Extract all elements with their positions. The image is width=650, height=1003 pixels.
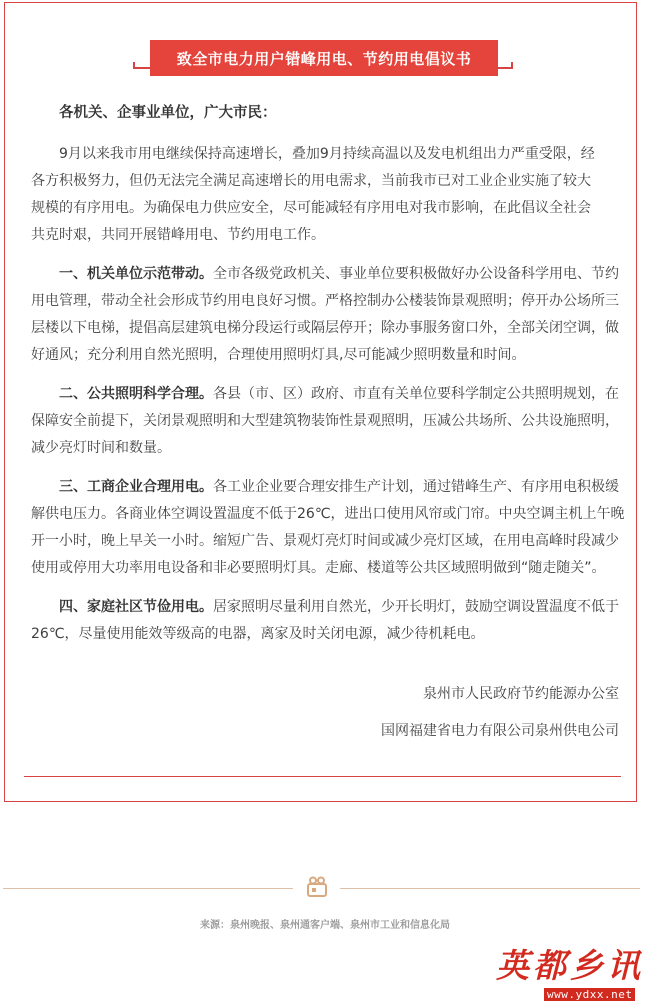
section-lead: 一、机关单位示范带动。 [59,266,213,282]
footer-divider [340,888,640,889]
watermark-logo: 英都乡讯 [496,946,644,985]
frame-bottom-rule [24,776,621,777]
section-paragraph [31,261,627,369]
signature-line: 泉州市人民政府节约能源办公室 [423,686,619,702]
film-icon [305,876,329,898]
source-credit: 来源：泉州晚报、泉州通客户端、泉州市工业和信息化局 [200,920,450,931]
section-lead: 三、工商企业合理用电。 [59,479,213,495]
section-lead: 二、公共照明科学合理。 [59,386,213,402]
section-text: 居家照明尽量利用自然光，少开长明灯，鼓励空调设置温度不低于26℃，尽量使用能效等级高的电器，离家及时关闭电源，减少待机耗电。 [31,599,619,642]
section-text: 全市各级党政机关、事业单位要积极做好办公设备科学用电、节约用电管理，带动全社会形成节约用电良好习惯。严格控制办公楼装饰景观照明；停开办公场所三层楼以下电梯，提倡高层建筑电梯分段运行或隔层停开；除办事服务窗口外，全部关闭空调，做好通风；充分利用自然光照明，合理使用照明灯具,尽可能减少照明数量和时间。 [31,266,619,363]
article-body [31,100,627,660]
intro-text: 9月以来我市用电继续保持高速增长，叠加9月持续高温以及发电机组出力严重受限，经各方积极努力，但仍无法完全满足高速增长的用电需求，当前我市已对工业企业实施了较大规模的有序用电。为确保电力供应安全，尽可能减轻有序用电对我市影响，在此倡议全社会共克时艰，共同开展错峰用电、节约用电工作。 [31,146,595,243]
site-watermark [492,940,650,1003]
section-text: 各县（市、区）政府、市直有关单位要科学制定公共照明规划，在保障安全前提下，关闭景观照明和大型建筑物装饰性景观照明，压减公共场所、公共设施照明，减少亮灯时间和数量。 [31,386,619,456]
section-paragraph [31,594,627,648]
section-text: 各工业企业要合理安排生产计划，通过错峰生产、有序用电积极缓解供电压力。各商业体空调设置温度不低于26℃，进出口使用风帘或门帘。中央空调主机上午晚开一小时，晚上早关一小时。缩短广告、景观灯亮灯时间或减少亮灯区域，在用电高峰时段减少使用或停用大功率用电设备和非必要照明灯具。走廊、楼道等公共区域照明做到“随走随关”。 [31,479,625,576]
salutation: 各机关、企事业单位，广大市民： [59,105,277,121]
footer-divider [3,888,293,889]
section-paragraph [31,381,627,462]
page-title: 致全市电力用户错峰用电、节约用电倡议书 [150,40,498,76]
signature-line: 国网福建省电力有限公司泉州供电公司 [381,723,619,739]
section-paragraph [31,474,627,582]
intro-paragraph [31,141,599,249]
watermark-url: www.ydxx.net [544,988,635,1001]
section-lead: 四、家庭社区节俭用电。 [59,599,213,615]
